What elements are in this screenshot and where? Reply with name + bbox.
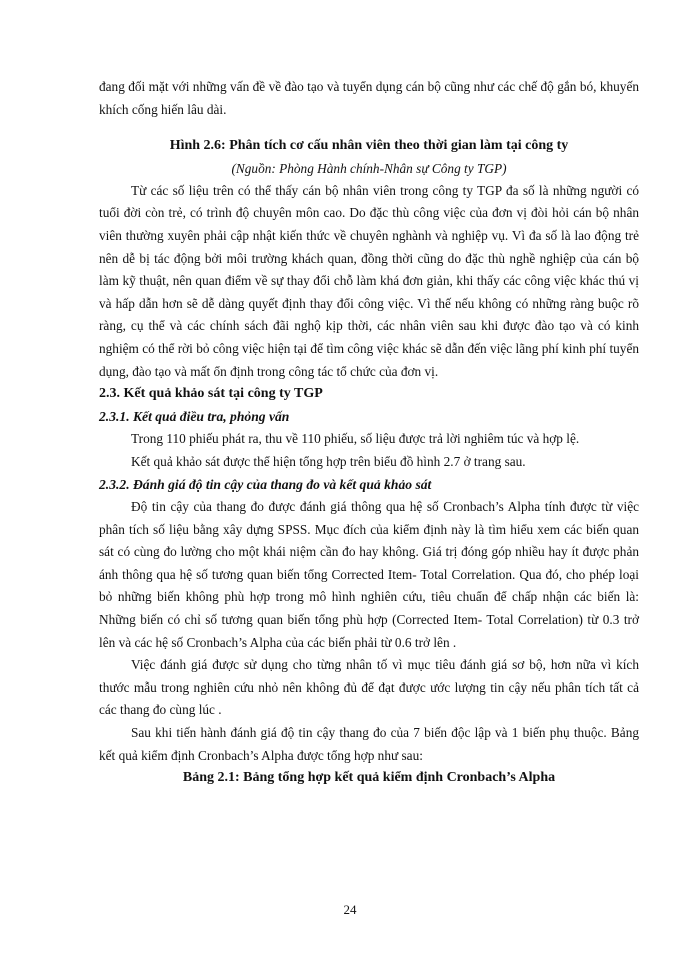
survey-paragraph-2: Kết quả khảo sát được thể hiện tổng hợp trên biểu đồ hình 2.7 ở trang sau. (131, 453, 526, 469)
reliability-paragraph-1: Độ tin cậy của thang đo được đánh giá thông qua hệ số Cronbach’s Alpha tính được từ việc phân tích số liệu bằng xây dựng SPSS. Mục đích của kiểm định này là tìm hiểu xem các biến quan sát có cùng đo lường cho một khái niệm cần đo hay không. Giá trị đóng góp nhiều hay ít được phản ánh thông qua hệ số tương quan biến tổng Corrected Item- Total Correlation. Qua đó, cho phép loại bỏ những biến không phù hợp trong mô hình nghiên cứu, tiêu chuẩn để chấp nhận các biến là: Những biến có chỉ số tương quan biến tổng phù hợp (Corrected Item- Total Correlation) từ 0.3 trở lên và các hệ số Cronbach’s Alpha của các biến phải từ 0.6 trở lên . (99, 499, 639, 650)
analysis-paragraph: Từ các số liệu trên có thể thấy cán bộ nhân viên trong công ty TGP đa số là những người có tuổi đời còn trẻ, có trình độ chuyên môn cao. Do đặc thù công việc của đơn vị đòi hỏi cán bộ nhân viên thường xuyên phải cập nhật kiến thức về chuyên nghành và nghiệp vụ. Vì đa số là lao động trẻ nên dễ bị tác động bởi môi trường khách quan, đồng thời cũng do đặc thù nghề nghiệp của cán bộ làm kỹ thuật, nên quan điểm về sự thay đổi chỗ làm khá đơn giản, khi thấy các công việc khác thú vị và hấp dẫn hơn sẽ dễ dàng quyết định thay đổi công việc. Vì thế nếu không có những ràng buộc rõ ràng, cụ thể và các chính sách đãi nghộ kịp thời, các nhân viên sau khi được đào tạo và có kinh nghiệm có thể rời bỏ công việc hiện tại để tìm công việc khác sẽ dẫn đến việc lãng phí kinh phí tuyển dụng, đào tạo và mất ổn định trong công tác tổ chức của đơn vị. (99, 182, 639, 379)
section-heading-2-3: 2.3. Kết quả khảo sát tại công ty TGP (99, 386, 323, 402)
figure-caption: Hình 2.6: Phân tích cơ cấu nhân viên theo thời gian làm tại công ty (169, 138, 569, 154)
subsection-heading-2-3-2: 2.3.2. Đánh giá độ tin cậy của thang đo và kết quả khảo sát (99, 476, 432, 492)
document-page (99, 76, 639, 790)
page-number: 24 (343, 902, 357, 917)
reliability-paragraph-3: Sau khi tiến hành đánh giá độ tin cậy thang đo của 7 biến độc lập và 1 biến phụ thuộc. Bảng kết quả kiểm định Cronbach’s Alpha được tổng hợp như sau: (99, 725, 639, 763)
subsection-heading-2-3-1: 2.3.1. Kết quả điều tra, phỏng vấn (99, 408, 290, 424)
reliability-paragraph-2: Việc đánh giá được sử dụng cho từng nhân tố vì mục tiêu đánh giá sơ bộ, hơn nữa vì kích thước mẫu trong nghiên cứu nhỏ nên không đủ để đạt được ước lượng tin cậy nếu phân tích tất cả các thang đo cùng lúc . (99, 657, 639, 718)
survey-paragraph-1: Trong 110 phiếu phát ra, thu về 110 phiếu, số liệu được trả lời nghiêm túc và hợp lệ. (131, 431, 580, 447)
intro-paragraph: đang đối mặt với những vấn đề về đào tạo và tuyển dụng cán bộ cũng như các chế độ gắn bó, khuyến khích cống hiến lâu dài. (99, 79, 639, 117)
figure-source: (Nguồn: Phòng Hành chính-Nhân sự Công ty TGP) (231, 160, 507, 176)
table-title: Bảng 2.1: Bảng tổng hợp kết quả kiểm định Cronbach’s Alpha (182, 770, 556, 786)
